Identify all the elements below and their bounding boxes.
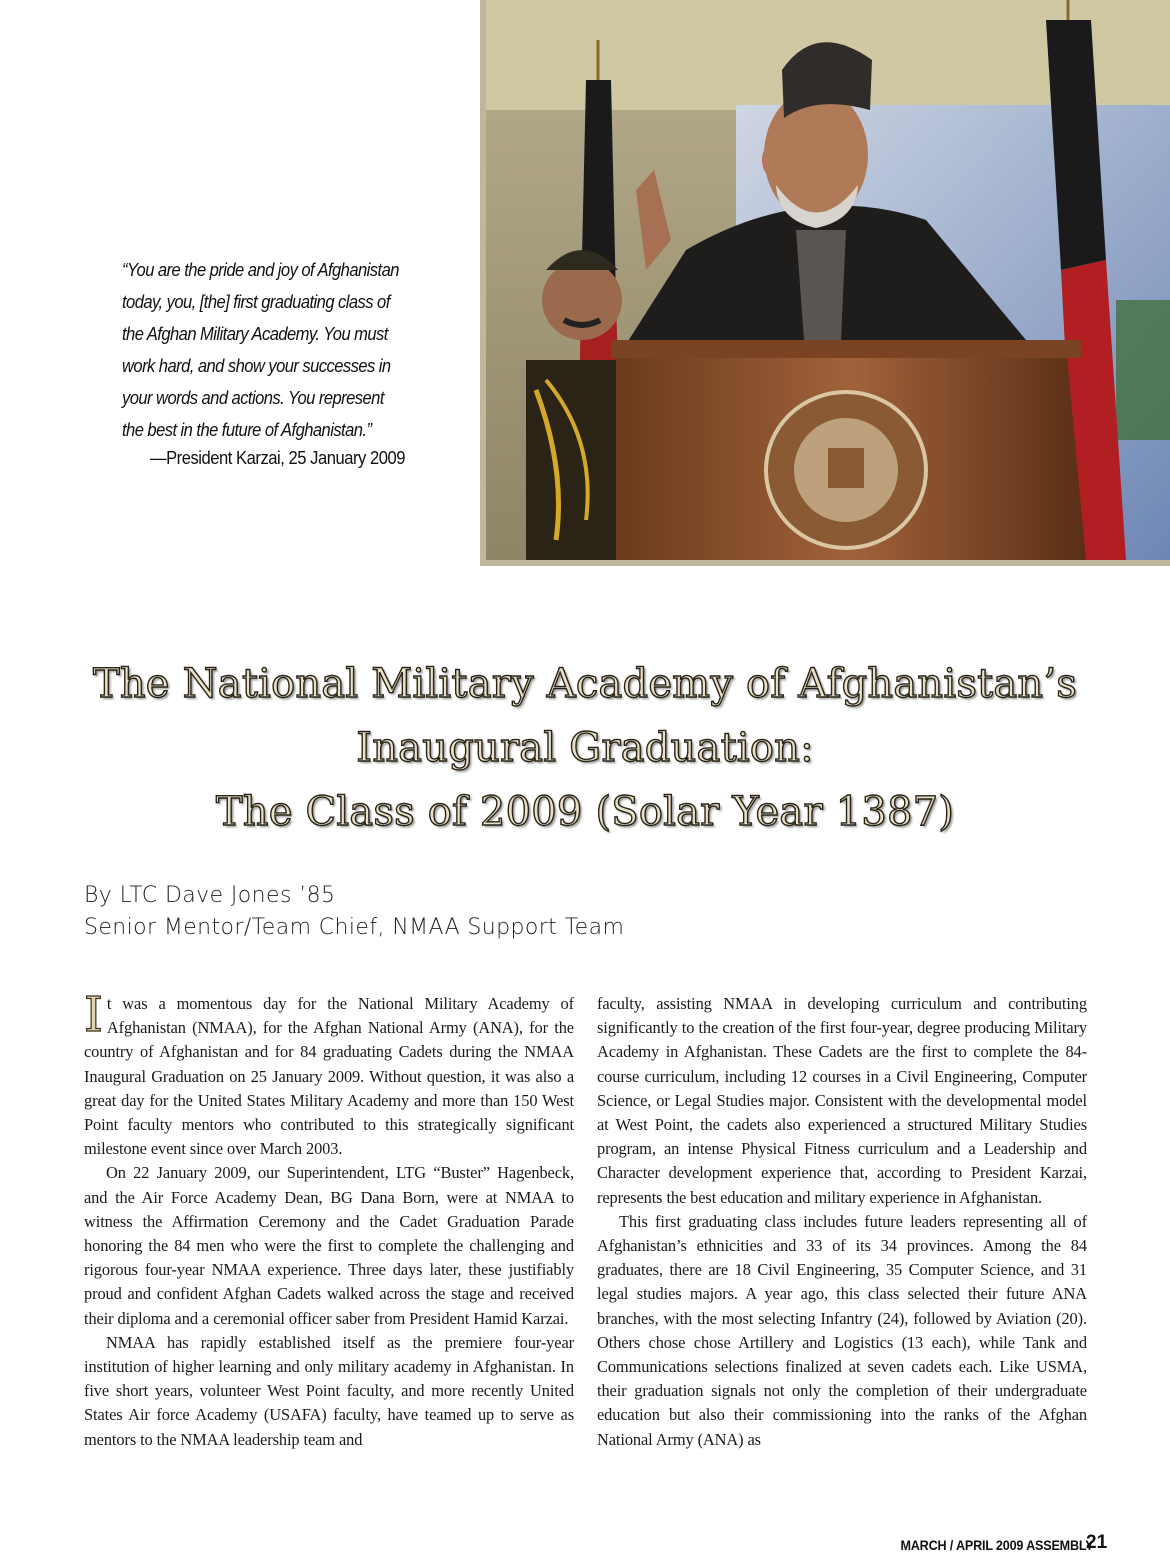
drop-cap: I: [84, 987, 103, 1043]
title-line-2: Inaugural Graduation:: [356, 725, 814, 771]
karzai-podium-photo: [480, 0, 1170, 566]
body-column-right: [597, 992, 1087, 1452]
paragraph-1-text: t was a momentous day for the National Military Academy of Afghanistan (NMAA), for the Afghan National Army (ANA), for the country of Afghanistan and for 84 graduating Cadets during the NMAA Inaugural Graduation on 25 January 2009. Without question, it was also a great day for the United States Military Academy and more than 150 West Point faculty mentors who contributed to this strategically significant milestone event since over March 2003.: [84, 994, 574, 1159]
title-line-1: The National Military Academy of Afghanistan’s: [92, 661, 1078, 707]
paragraph-2: On 22 January 2009, our Superintendent, LTG “Buster” Hagenbeck, and the Air Force Academy Dean, BG Dana Born, were at NMAA to witness the Affirmation Ceremony and the Cadet Graduation Parade honoring the 84 men who were the first to complete the challenging and rigorous four-year NMAA experience. Three days later, these justifiably proud and confident Afghan Cadets walked across the stage and received their diploma and a ceremonial officer saber from President Hamid Karzai.: [84, 1163, 574, 1328]
byline-role: Senior Mentor/Team Chief, NMAA Support Team: [84, 915, 625, 940]
body-column-left: [84, 987, 574, 1452]
article-title: [40, 652, 1130, 844]
paragraph-4: faculty, assisting NMAA in developing curriculum and contributing significantly to the creation of the first four-year, degree producing Military Academy in Afghanistan. These Cadets are the first to complete the 84-course curriculum, including 12 courses in a Civil Engineering, Computer Science, or Legal Studies major. Consistent with the developmental model at West Point, the cadets also experienced a structured Military Studies program, an intense Physical Fitness curriculum and a Leadership and Character development experience that, according to President Karzai, represents the best education and military experience in Afghanistan.: [597, 994, 1087, 1207]
byline-author: By LTC Dave Jones ’85: [84, 883, 336, 908]
footer-issue: MARCH / APRIL 2009 ASSEMBLY: [900, 1537, 1094, 1553]
photo-illustration: [486, 0, 1170, 560]
paragraph-1: [84, 987, 574, 1161]
paragraph-5: This first graduating class includes future leaders representing all of Afghanistan’s ethnicities and 33 of its 34 provinces. Among the 84 graduates, there are 18 Civil Engineering, 35 Computer Science, and 31 legal studies majors. A year ago, this class selected their future ANA branches, with the most selecting Infantry (24), followed by Aviation (20). Others chose chose Artillery and Logistics (13 each), while Tank and Communications selections finalized at seven cadets each. Like USMA, their graduation signals not only the completion of their undergraduate education but also their commissioning into the ranks of the Afghan National Army (ANA) as: [597, 1211, 1087, 1449]
pull-quote-attribution: —President Karzai, 25 January 2009: [150, 448, 405, 468]
pull-quote: “You are the pride and joy of Afghanistan today, you, [the] first graduating class of the Afghan Military Academy. You must work hard, and show your successes in your words and actions. You represent the best in the future of Afghanistan.”: [122, 260, 399, 440]
title-line-3: The Class of 2009 (Solar Year 1387): [215, 789, 955, 835]
paragraph-3: NMAA has rapidly established itself as the premiere four-year institution of higher learning and only military academy in Afghanistan. In five short years, volunteer West Point faculty, and more recently United States Air force Academy (USAFA) faculty, have teamed up to serve as mentors to the NMAA leadership team and: [84, 1332, 574, 1449]
page-number: 21: [1086, 1532, 1108, 1553]
byline: [84, 880, 624, 944]
